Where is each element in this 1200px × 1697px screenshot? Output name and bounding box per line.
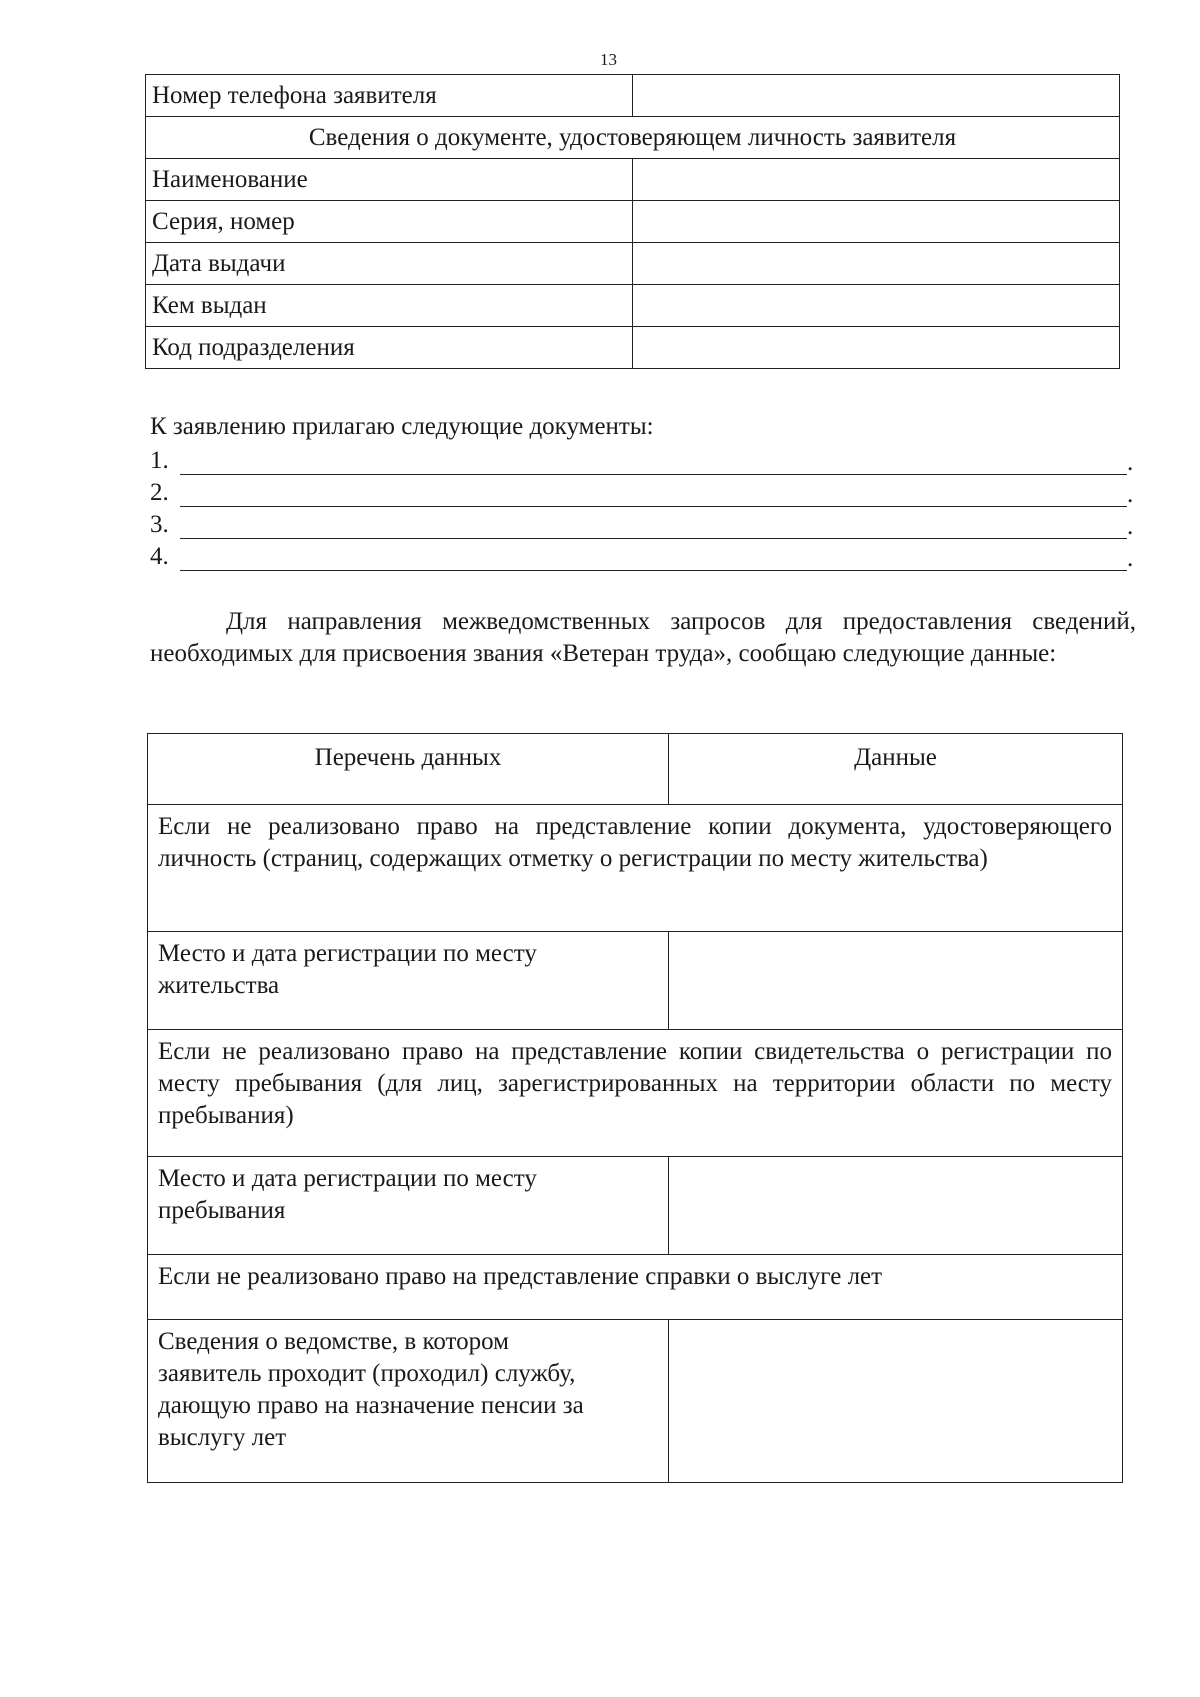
division-code-value-field[interactable]	[633, 327, 1120, 369]
attachment-line-1[interactable]	[150, 447, 1134, 479]
series-number-value-field[interactable]	[633, 201, 1120, 243]
attachment-blank-line[interactable]	[180, 538, 1127, 539]
table-row	[148, 1320, 1123, 1483]
condition-stay-certificate: Если не реализовано право на представление копии свидетельства о регистрации по месту пребывания (для лиц, зарегистрированных на территории области по месту пребывания)	[148, 1030, 1123, 1157]
applicant-info-table	[145, 74, 1120, 369]
division-code-label: Код подразделения	[146, 327, 633, 369]
condition-service-certificate: Если не реализовано право на представление справки о выслуге лет	[148, 1255, 1123, 1320]
table-row	[146, 75, 1120, 117]
issue-date-value-field[interactable]	[633, 243, 1120, 285]
table-row	[148, 1255, 1123, 1320]
attachment-number: 4.	[150, 543, 169, 570]
attachment-line-3[interactable]	[150, 511, 1134, 543]
stay-registration-label: Место и дата регистрации по месту пребывания	[148, 1157, 669, 1255]
table-row	[146, 327, 1120, 369]
department-info-value-field[interactable]	[669, 1320, 1123, 1483]
table-row	[146, 201, 1120, 243]
interagency-data-table	[147, 733, 1123, 1483]
attachment-blank-line[interactable]	[180, 570, 1127, 571]
condition-id-copy: Если не реализовано право на представление копии документа, удостоверяющего личность (страниц, содержащих отметку о регистрации по месту жительства)	[148, 805, 1123, 932]
id-document-section-header: Сведения о документе, удостоверяющем личность заявителя	[146, 117, 1120, 159]
header-data: Данные	[669, 734, 1123, 805]
attachment-line-4[interactable]	[150, 543, 1134, 575]
stay-registration-value-field[interactable]	[669, 1157, 1123, 1255]
attachment-number: 2.	[150, 479, 169, 506]
doc-name-value-field[interactable]	[633, 159, 1120, 201]
doc-name-label: Наименование	[146, 159, 633, 201]
table-row	[148, 1030, 1123, 1157]
attachment-end-mark: .	[1127, 481, 1134, 508]
attachments-title: К заявлению прилагаю следующие документы:	[150, 413, 654, 440]
table-row	[146, 117, 1120, 159]
attachment-end-mark: .	[1127, 513, 1134, 540]
table-row	[146, 285, 1120, 327]
table-row	[148, 1157, 1123, 1255]
table-row	[148, 932, 1123, 1030]
attachment-number: 3.	[150, 511, 169, 538]
header-data-list: Перечень данных	[148, 734, 669, 805]
department-info-label: Сведения о ведомстве, в котором заявитель проходит (проходил) службу, дающую право на назначение пенсии за выслугу лет	[148, 1320, 669, 1483]
issued-by-value-field[interactable]	[633, 285, 1120, 327]
attachment-line-2[interactable]	[150, 479, 1134, 511]
attachment-blank-line[interactable]	[180, 474, 1127, 475]
issue-date-label: Дата выдачи	[146, 243, 633, 285]
residence-registration-value-field[interactable]	[669, 932, 1123, 1030]
issued-by-label: Кем выдан	[146, 285, 633, 327]
attachment-end-mark: .	[1127, 545, 1134, 572]
table-row	[148, 805, 1123, 932]
attachment-blank-line[interactable]	[180, 506, 1127, 507]
phone-value-field[interactable]	[633, 75, 1120, 117]
table-row	[146, 243, 1120, 285]
attachment-end-mark: .	[1127, 449, 1134, 476]
page-number: 13	[600, 50, 617, 69]
phone-label: Номер телефона заявителя	[146, 75, 633, 117]
table-row	[146, 159, 1120, 201]
attachment-number: 1.	[150, 447, 169, 474]
residence-registration-label: Место и дата регистрации по месту жительства	[148, 932, 669, 1030]
table-header-row	[148, 734, 1123, 805]
series-number-label: Серия, номер	[146, 201, 633, 243]
intro-paragraph: Для направления межведомственных запросов для предоставления сведений, необходимых для присвоения звания «Ветеран труда», сообщаю следующие данные:	[150, 608, 1136, 667]
